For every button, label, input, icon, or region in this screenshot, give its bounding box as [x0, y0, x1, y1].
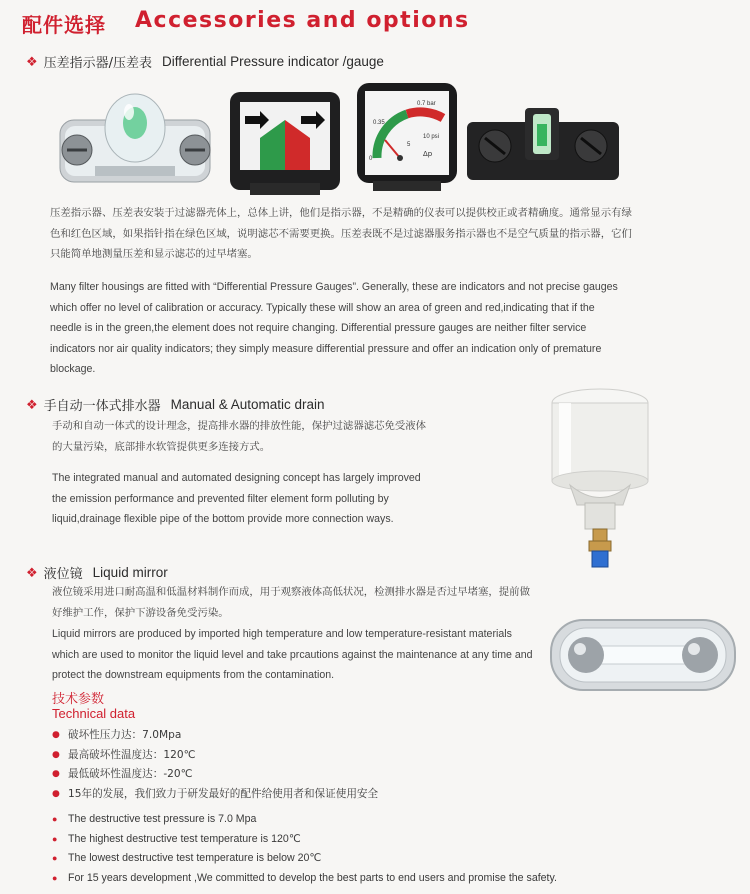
list-item: ● 15年的发展，我们致力于研发最好的配件给使用者和保证使用安全: [52, 785, 378, 805]
diamond-bullet-icon: ❖: [26, 564, 38, 580]
bullet-dot-icon: ●: [52, 769, 60, 779]
bullet-dot-icon: ●: [52, 730, 60, 740]
bullet-dot-icon: ●: [52, 853, 58, 863]
drain-product-image: [545, 385, 665, 575]
tech-list-cn: [52, 726, 378, 804]
bullet-dot-icon: ●: [52, 872, 58, 883]
list-item: ● 破坏性压力达：7.0Mpa: [52, 726, 378, 746]
list-item: ● 最高破坏性温度达：120℃: [52, 746, 378, 766]
bullet-dot-icon: ●: [52, 833, 58, 844]
drain-heading-en: Manual & Automatic drain: [170, 397, 325, 412]
page-title-en: Accessories and options: [135, 8, 470, 33]
bullet-dot-icon: ●: [52, 749, 60, 760]
section-heading-mirror: [26, 563, 168, 582]
gauge-paragraph-cn: 压差指示器、压差表安装于过滤器壳体上，总体上讲，他们是指示器，不是精确的仪表可以提供校正或者精确度。通常显示有绿色和红色区域，如果指针指在绿色区域，说明滤芯不需要更换。压差表既不是过滤器服务指示器也不是空气质量的指示器，它们只能简单地测量压差和显示滤芯的过早堵塞。: [50, 207, 632, 260]
indicator-product-4: [467, 108, 619, 180]
gauge-heading-cn: 压差指示器/压差表: [43, 56, 153, 71]
mirror-heading-en: Liquid mirror: [92, 565, 168, 580]
section-heading-gauge: [26, 52, 384, 71]
list-item: ● For 15 years development ,We committed to develop the best parts to end users and promise the safety.: [52, 869, 557, 889]
gauge-label-five: 5: [407, 142, 411, 148]
diamond-bullet-icon: ❖: [26, 53, 38, 69]
gauge-product-images: [55, 78, 625, 203]
list-item: ● The highest destructive test temperature is 120℃: [52, 830, 557, 850]
bullet-dot-icon: ●: [52, 814, 58, 824]
page-title-cn: 配件选择: [22, 13, 106, 37]
mirror-paragraph-cn: 液位镜采用进口耐高温和低温材料制作而成，用于观察液体高低状况，检测排水器是否过早堵塞，提前做好维护工作，保护下游设备免受污染。: [52, 586, 530, 619]
gauge-label-dp: Δp: [423, 150, 433, 158]
section-heading-drain: [26, 395, 325, 414]
gauge-label-max: 0.7 bar: [417, 101, 436, 107]
indicator-product-1: [60, 94, 210, 182]
mirror-product-image: [548, 612, 738, 698]
gauge-label-psi: 10 psi: [423, 134, 440, 140]
tech-title-en: Technical data: [52, 706, 136, 721]
bullet-dot-icon: ●: [52, 788, 60, 799]
tech-title-cn: 技术参数: [52, 691, 105, 706]
list-item: ● The destructive test pressure is 7.0 Mpa: [52, 810, 557, 830]
drain-paragraph-cn: 手动和自动一体式的设计理念，提高排水器的排放性能，保护过滤器滤芯免受液体的大量污染，底部排水软管提供更多连接方式。: [52, 420, 427, 453]
tech-list-en: [52, 810, 557, 888]
drain-paragraph-en: The integrated manual and automated designing concept has largely improved the emission performance and prevented filter element form polluting by liquid,drainage flexible pipe of the bottom provide more connection ways.: [52, 472, 421, 525]
diamond-bullet-icon: ❖: [26, 396, 38, 412]
mirror-heading-cn: 液位镜: [43, 567, 83, 582]
gauge-heading-en: Differential Pressure indicator /gauge: [162, 54, 384, 69]
mirror-paragraph-en: Liquid mirrors are produced by imported high temperature and low temperature-resistant materials which are used to monitor the liquid level and take prcautions against the maintenance at any time and protect the downstream equipments from the contamination.: [52, 628, 533, 681]
gauge-product-3: [357, 83, 457, 191]
list-item: ● The lowest destructive test temperature is below 20℃: [52, 849, 557, 869]
indicator-product-2: [230, 92, 340, 195]
drain-heading-cn: 手自动一体式排水器: [43, 399, 161, 414]
list-item: ● 最低破坏性温度达：-20℃: [52, 765, 378, 785]
gauge-label-zero: 0: [369, 156, 373, 162]
gauge-label-mid: 0.35: [373, 120, 385, 126]
gauge-paragraph-en: Many filter housings are fitted with “Differential Pressure Gauges”. Generally, these are indicators and not precise gauges which offer no level of calibration or accuracy. Typically these will show an area of green and red,indicating that if the needle is in the green,the element does not require changing. Differential pressure gauges are neither filter service indicators nor air quality indicators; they simply measure differential pressure and offer an indication only of premature blockage.: [50, 281, 618, 375]
